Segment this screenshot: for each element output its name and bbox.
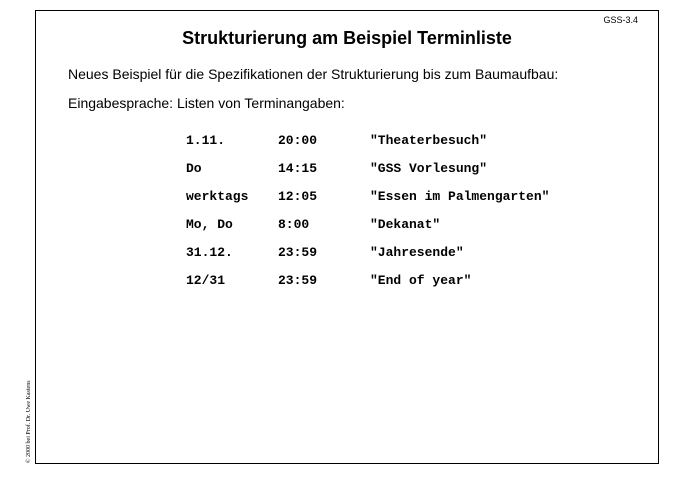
appointment-date: 31.12. [186,245,233,260]
appointment-text: "End of year" [370,273,472,288]
slide-title: Strukturierung am Beispiel Terminliste [182,28,512,48]
appointment-time: 23:59 [278,245,318,260]
input-language-text: Eingabesprache: Listen von Terminangaben: [68,95,345,111]
appointment-date: werktags [186,189,249,204]
appointment-row [186,217,549,245]
appointment-date: 1.11. [186,133,226,148]
appointment-date: Mo, Do [186,217,233,232]
appointment-text: "Jahresende" [370,245,464,260]
appointment-time: 8:00 [278,217,310,232]
appointment-text: "Essen im Palmengarten" [370,189,550,204]
slide-frame [35,10,659,464]
appointment-text: "GSS Vorlesung" [370,161,488,176]
appointment-row [186,133,549,161]
appointment-list [186,133,549,301]
appointment-row [186,273,549,301]
intro-text: Neues Beispiel für die Spezifikationen der Strukturierung bis zum Baumaufbau: [68,66,559,82]
appointment-time: 14:15 [278,161,318,176]
appointment-text: "Dekanat" [370,217,441,232]
slide-id: GSS-3.4 [603,15,638,25]
appointment-row [186,245,549,273]
appointment-time: 20:00 [278,133,318,148]
appointment-time: 12:05 [278,189,318,204]
appointment-row [186,189,549,217]
appointment-date: Do [186,161,202,176]
appointment-row [186,161,549,189]
copyright-notice: © 2000 bei Prof. Dr. Uwe Kastens [26,380,32,463]
appointment-time: 23:59 [278,273,318,288]
appointment-text: "Theaterbesuch" [370,133,488,148]
appointment-date: 12/31 [186,273,226,288]
